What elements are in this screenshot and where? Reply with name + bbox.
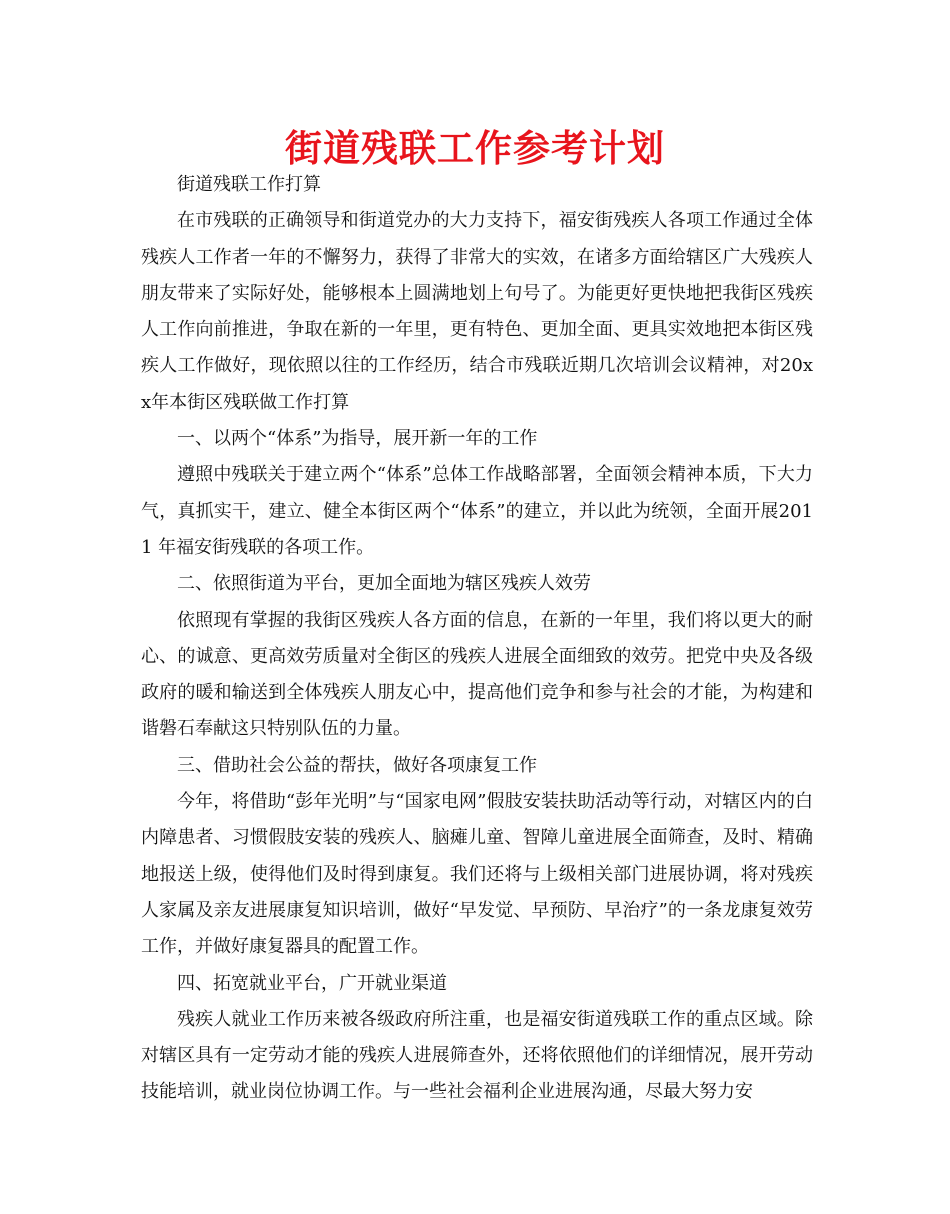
section-body-3: 今年，将借助“彭年光明”与“国家电网”假肢安装扶助活动等行动，对辖区内的白内障患者、习惯假肢安装的残疾人、脑瘫儿童、智障儿童进展全面筛查，及时、精确地报送上级，使得他们及时得到康复。我们还将与上级相关部门进展协调，将对残疾人家属及亲友进展康复知识培训，做好“早发觉、早预防、早治疗”的一条龙康复效劳工作，并做好康复器具的配置工作。 bbox=[141, 791, 813, 958]
section-body-2: 依照现有掌握的我街区残疾人各方面的信息，在新的一年里，我们将以更大的耐心、的诚意、更高效劳质量对全街区的残疾人进展全面细致的效劳。把党中央及各级政府的暖和输送到全体残疾人朋友心中，提高他们竞争和参与社会的才能，为构建和谐磐石奉献这只特别队伍的力量。 bbox=[141, 609, 813, 740]
section-body-1: 遵照中残联关于建立两个“体系”总体工作战略部署，全面领会精神本质，下大力气，真抓实干，建立、健全本街区两个“体系”的建立，并以此为统领，全面开展2011 年福安街残联的各项工作。 bbox=[141, 464, 813, 558]
document-title: 街道残联工作参考计划 bbox=[285, 127, 665, 170]
section-heading-1: 一、以两个“体系”为指导，展开新一年的工作 bbox=[177, 428, 538, 450]
section-heading-2: 二、依照街道为平台，更加全面地为辖区残疾人效劳 bbox=[177, 573, 591, 595]
intro-paragraph: 在市残联的正确领导和街道党办的大力支持下，福安街残疾人各项工作通过全体残疾人工作者一年的不懈努力，获得了非常大的实效，在诸多方面给辖区广大残疾人朋友带来了实际好处，能够根本上圆满地划上句号了。为能更好更快地把我街区残疾人工作向前推进，争取在新的一年里，更有特色、更加全面、更具实效地把本街区残疾人工作做好，现依照以往的工作经历，结合市残联近期几次培训会议精神，对20xx年本街区残联做工作打算 bbox=[141, 210, 813, 413]
section-heading-3: 三、借助社会公益的帮扶，做好各项康复工作 bbox=[177, 754, 537, 776]
section-heading-4: 四、拓宽就业平台，广开就业渠道 bbox=[177, 972, 447, 994]
section-body-4: 残疾人就业工作历来被各级政府所注重，也是福安街道残联工作的重点区域。除对辖区具有一定劳动才能的残疾人进展筛查外，还将依照他们的详细情况，展开劳动技能培训，就业岗位协调工作。与一些社会福利企业进展沟通，尽最大努力安 bbox=[141, 1008, 813, 1103]
document-body bbox=[141, 167, 813, 1111]
subtitle-paragraph: 街道残联工作打算 bbox=[177, 174, 321, 195]
